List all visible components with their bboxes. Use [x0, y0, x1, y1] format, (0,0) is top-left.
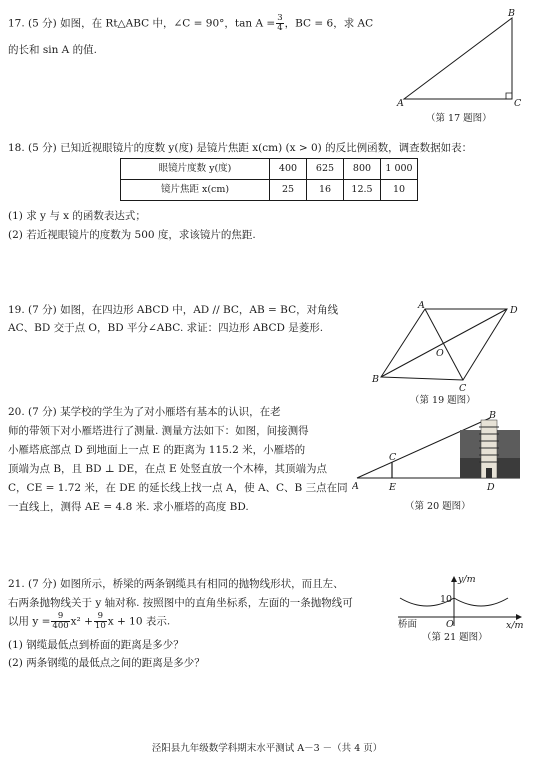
- fraction-numerator: 9: [94, 612, 107, 622]
- y-axis-label: y/m: [458, 574, 476, 585]
- diagonal-ac: [425, 309, 463, 380]
- q17-text: 17. (5 分) 如图，在 Rt△ABC 中，∠C = 90°，tan A =: [8, 17, 276, 30]
- page-footer: 泾阳县九年级数学科期末水平测试 A－3 －（共 4 页）: [151, 743, 383, 754]
- q21-line2: 右两条抛物线关于 y 轴对称. 按照图中的直角坐标系，左面的一条抛物线可: [8, 597, 353, 609]
- q20-line3: 小雁塔底部点 D 到地面上一点 E 的距离为 115.2 米，小雁塔的: [8, 444, 306, 456]
- q17-triangle-figure: [392, 6, 526, 110]
- table-cell: 10: [381, 180, 418, 201]
- q21-fraction-2: [94, 612, 107, 631]
- table-cell: 400: [270, 159, 307, 180]
- point-label-o: O: [436, 348, 444, 359]
- q18-sub1: (1) 求 y 与 x 的函数表达式；: [8, 210, 146, 222]
- right-parabola-cable: [454, 598, 508, 606]
- bridge-deck-label: 桥面: [398, 619, 418, 630]
- q20-line2: 师的带领下对小雁塔进行了测量. 测量方法如下：如图，间接测得: [8, 425, 309, 437]
- q17-line1: [8, 14, 373, 33]
- y-value-label: 10: [440, 594, 453, 605]
- q20-line4: 顶端为点 B，且 BD ⊥ DE，在点 E 处竖直放一个木棒，其顶端为点: [8, 463, 327, 475]
- point-label-b: B: [508, 8, 515, 19]
- origin-label: O: [446, 619, 454, 630]
- point-label-b: B: [372, 374, 379, 385]
- right-angle-mark: [506, 93, 512, 99]
- row-header-degree: 眼镜片度数 y(度): [121, 159, 270, 180]
- q21-fraction-1: [51, 612, 69, 631]
- point-label-c: C: [459, 383, 467, 394]
- fraction-denominator: 4: [277, 22, 283, 33]
- pagoda-icon: [479, 420, 499, 478]
- q18-sub2: (2) 若近视眼镜片的度数为 500 度，求该镜片的焦距.: [8, 229, 256, 241]
- q21-text: 以用 y =: [8, 615, 51, 628]
- q19-line1: 19. (7 分) 如图，在四边形 ABCD 中，AD // BC，AB = BC，对角线: [8, 304, 339, 316]
- table-cell: 800: [344, 159, 381, 180]
- q20-pagoda-figure: [352, 410, 528, 496]
- q17-text-suffix: ，BC = 6，求 AC: [284, 17, 374, 30]
- row-header-focal: 镜片焦距 x(cm): [121, 180, 270, 201]
- triangle-abc: [404, 18, 512, 99]
- q17-caption: （第 17 题图）: [426, 113, 492, 124]
- table-cell: 16: [307, 180, 344, 201]
- fraction-denominator: 10: [94, 620, 106, 631]
- table-row: [121, 159, 418, 180]
- point-label-d: D: [487, 482, 495, 493]
- point-label-a: A: [352, 481, 359, 492]
- fraction-numerator: 3: [277, 13, 283, 23]
- table-cell: 12.5: [344, 180, 381, 201]
- q21-sub1: (1) 钢缆最低点到桥面的距离是多少？: [8, 639, 184, 651]
- fraction-denominator: 400: [52, 620, 69, 631]
- q19-line2: AC、BD 交于点 O，BD 平分∠ABC. 求证：四边形 ABCD 是菱形.: [8, 322, 324, 334]
- point-label-a: A: [397, 98, 404, 109]
- table-cell: 625: [307, 159, 344, 180]
- q19-caption: （第 19 题图）: [410, 395, 476, 406]
- q17-tan-fraction: [276, 14, 283, 33]
- table-row: [121, 180, 418, 201]
- point-label-b: B: [489, 410, 496, 421]
- q20-line1: 20. (7 分) 某学校的学生为了对小雁塔有基本的认识，在老: [8, 406, 281, 418]
- q18-data-table: [120, 158, 418, 201]
- q20-line6: 一直线上，测得 AE = 4.8 米. 求小雁塔的高度 BD.: [8, 501, 249, 513]
- table-cell: 25: [270, 180, 307, 201]
- point-label-e: E: [389, 482, 396, 493]
- q21-text-suffix: x + 10 表示.: [107, 615, 171, 628]
- point-label-a: A: [418, 300, 425, 311]
- q21-text-mid: x² +: [70, 615, 93, 628]
- point-label-d: D: [510, 305, 518, 316]
- y-axis-arrow-icon: [451, 576, 457, 582]
- q21-line1: 21. (7 分) 如图所示，桥梁的两条钢缆具有相同的抛物线形状，而且左、: [8, 578, 344, 590]
- table-cell: 1 000: [381, 159, 418, 180]
- q21-bridge-figure: [396, 574, 528, 630]
- q21-line3: [8, 612, 170, 631]
- q17-line2: 的长和 sin A 的值.: [8, 44, 97, 56]
- q20-caption: （第 20 题图）: [405, 501, 471, 512]
- x-axis-label: x/m: [506, 620, 524, 630]
- q21-caption: （第 21 题图）: [422, 632, 488, 643]
- point-label-c: C: [389, 452, 397, 463]
- q20-line5: C，CE = 1.72 米，在 DE 的延长线上找一点 A，使 A、C、B 三点在同: [8, 482, 348, 494]
- fraction-numerator: 9: [51, 612, 69, 622]
- q18-line1: 18. (5 分) 已知近视眼镜片的度数 y(度) 是镜片焦距 x(cm) (x > 0) 的反比例函数，调查数据如表：: [8, 142, 473, 154]
- diagonal-bd: [381, 309, 507, 377]
- point-label-c: C: [514, 98, 522, 109]
- q21-sub2: (2) 两条钢缆的最低点之间的距离是多少？: [8, 657, 205, 669]
- q19-rhombus-figure: [370, 298, 526, 394]
